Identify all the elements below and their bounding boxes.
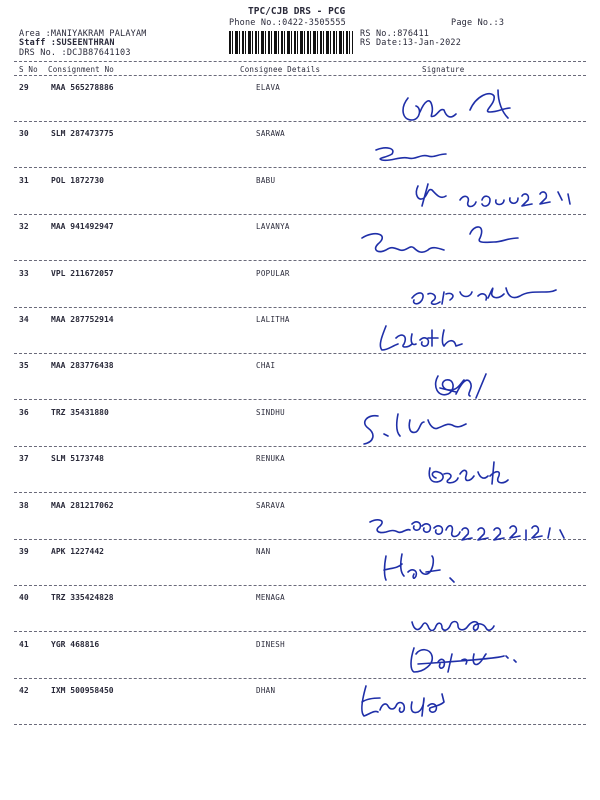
row-consignee-name: SARAVA [256, 501, 285, 510]
staff-label: Staff :SUSEENTHRAN [19, 38, 115, 48]
row-consignment: MAA 283776438 [51, 361, 114, 370]
row-consignee-name: POPULAR [256, 269, 290, 278]
row-sno: 40 [19, 593, 29, 602]
document-title: TPC/CJB DRS - PCG [248, 6, 346, 17]
row-consignment: MAA 281217062 [51, 501, 114, 510]
row-sno: 31 [19, 176, 29, 185]
row-consignment: IXM 500958450 [51, 686, 114, 695]
row-consignment: TRZ 35431880 [51, 408, 109, 417]
row-consignee-name: RENUKA [256, 454, 285, 463]
rs-date: RS Date:13-Jan-2022 [360, 38, 462, 48]
drs-number: DRS No. :DCJB87641103 [19, 48, 131, 58]
row-consignment: TRZ 335424828 [51, 593, 114, 602]
row-sno: 30 [19, 129, 29, 138]
row-consignee-name: LAVANYA [256, 222, 290, 231]
row-consignee-name: SINDHU [256, 408, 285, 417]
row-consignee-name: DINESH [256, 640, 285, 649]
row-consignee-name: DHAN [256, 686, 276, 695]
row-sno: 33 [19, 269, 29, 278]
row-sno: 39 [19, 547, 29, 556]
column-signature: Signature [422, 65, 465, 74]
area-label: Area :MANIYAKRAM PALAYAM [19, 29, 147, 39]
row-sno: 37 [19, 454, 29, 463]
phone-number: Phone No.:0422-3505555 [229, 18, 346, 28]
row-sno: 32 [19, 222, 29, 231]
row-consignment: SLM 287473775 [51, 129, 114, 138]
row-consignment: VPL 211672057 [51, 269, 114, 278]
row-consignee-name: MENAGA [256, 593, 285, 602]
rs-number: RS No.:876411 [360, 29, 430, 39]
row-consignment: YGR 468816 [51, 640, 100, 649]
row-consignment: MAA 287752914 [51, 315, 114, 324]
row-sno: 41 [19, 640, 29, 649]
row-consignee-name: SARAWA [256, 129, 285, 138]
column-sno: S No [19, 65, 38, 74]
row-sno: 42 [19, 686, 29, 695]
row-consignee-name: LALITHA [256, 315, 290, 324]
row-sno: 38 [19, 501, 29, 510]
row-consignment: POL 1872730 [51, 176, 104, 185]
row-sno: 29 [19, 83, 29, 92]
row-sno: 36 [19, 408, 29, 417]
row-consignment: APK 1227442 [51, 547, 104, 556]
column-consignee: Consignee Details [240, 65, 321, 74]
row-sno: 34 [19, 315, 29, 324]
page-number: Page No.:3 [451, 18, 505, 28]
row-consignment: MAA 941492947 [51, 222, 114, 231]
row-consignment: MAA 565278886 [51, 83, 114, 92]
row-consignee-name: BABU [256, 176, 276, 185]
column-consignment: Consignment No [48, 65, 115, 74]
row-consignee-name: CHAI [256, 361, 276, 370]
row-sno: 35 [19, 361, 29, 370]
row-consignee-name: NAN [256, 547, 271, 556]
row-consignee-name: ELAVA [256, 83, 281, 92]
row-consignment: SLM 5173748 [51, 454, 104, 463]
